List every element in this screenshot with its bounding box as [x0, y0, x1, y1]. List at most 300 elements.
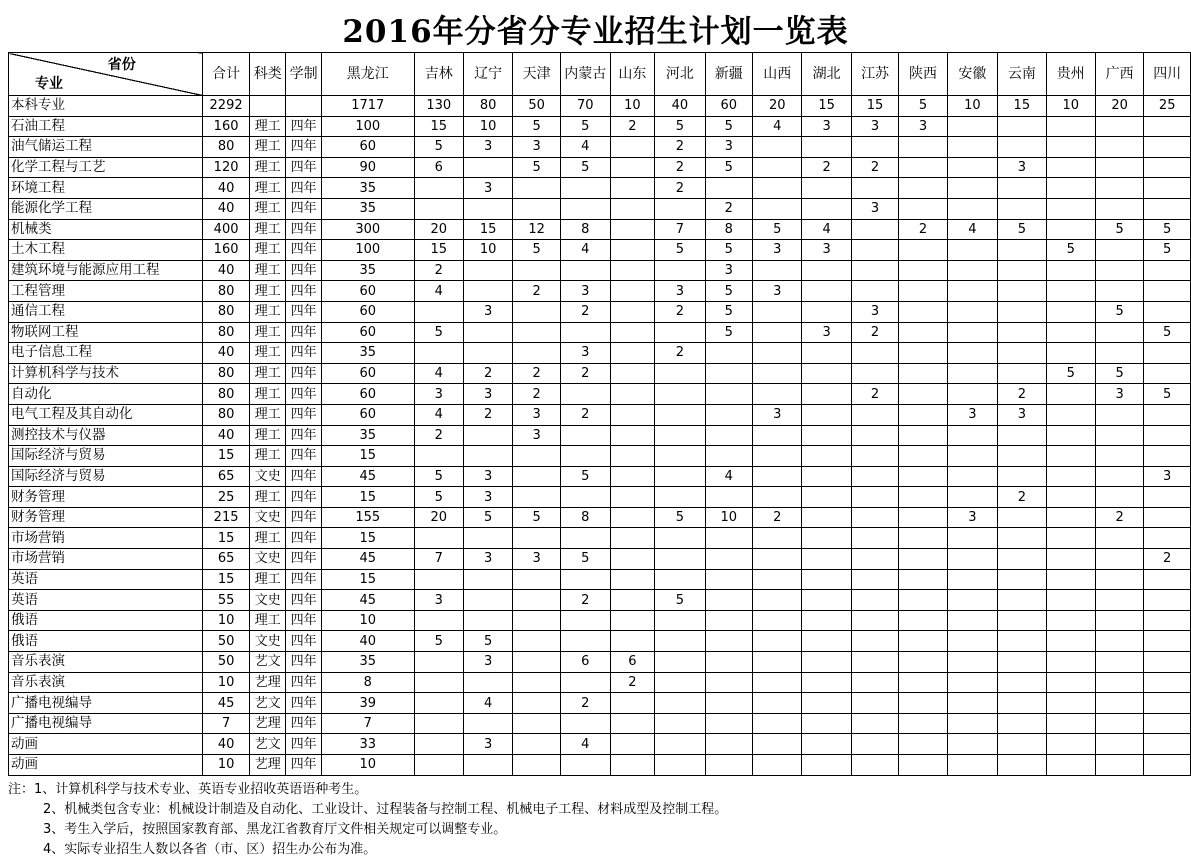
quota-cell — [998, 240, 1046, 261]
major-name-cell: 自动化 — [9, 384, 203, 405]
province-header: 江苏 — [851, 53, 898, 96]
quota-cell: 4 — [463, 693, 512, 714]
quota-cell — [1144, 610, 1191, 631]
footnote: 3、考生入学后，按照国家教育部、黑龙江省教育厅文件相关规定可以调整专业。 — [43, 822, 507, 837]
province-header: 黑龙江 — [321, 53, 414, 96]
quota-cell — [513, 652, 560, 673]
quota-cell — [655, 652, 705, 673]
quota-cell — [610, 343, 655, 364]
duration-cell: 四年 — [286, 178, 322, 199]
quota-cell — [947, 528, 997, 549]
quota-cell: 2 — [560, 404, 610, 425]
quota-cell: 5 — [560, 116, 610, 137]
quota-cell — [899, 198, 947, 219]
quota-cell — [705, 528, 752, 549]
quota-cell: 4 — [947, 219, 997, 240]
quota-cell — [802, 672, 851, 693]
duration-cell: 四年 — [286, 631, 322, 652]
quota-cell — [998, 301, 1046, 322]
quota-cell: 5 — [513, 507, 560, 528]
quota-cell: 5 — [1095, 301, 1143, 322]
quota-cell — [1046, 137, 1095, 158]
quota-cell — [513, 487, 560, 508]
quota-cell: 5 — [1095, 219, 1143, 240]
quota-cell: 15 — [802, 96, 851, 117]
major-name-cell: 环境工程 — [9, 178, 203, 199]
quota-cell — [610, 240, 655, 261]
quota-cell — [947, 157, 997, 178]
quota-cell — [802, 404, 851, 425]
quota-cell: 3 — [753, 281, 802, 302]
category-cell: 理工 — [250, 528, 286, 549]
quota-cell: 4 — [560, 734, 610, 755]
quota-cell — [610, 466, 655, 487]
quota-cell: 3 — [414, 590, 463, 611]
quota-cell — [463, 322, 512, 343]
quota-cell — [513, 631, 560, 652]
province-header: 山西 — [753, 53, 802, 96]
quota-cell — [851, 672, 898, 693]
quota-cell — [1046, 260, 1095, 281]
quota-cell — [1144, 569, 1191, 590]
quota-cell — [1046, 219, 1095, 240]
table-row — [9, 343, 1191, 364]
duration-cell: 四年 — [286, 569, 322, 590]
quota-cell: 3 — [463, 301, 512, 322]
table-row — [9, 446, 1191, 467]
quota-cell: 8 — [321, 672, 414, 693]
quota-cell — [947, 198, 997, 219]
quota-cell: 2 — [610, 672, 655, 693]
quota-cell: 80 — [463, 96, 512, 117]
major-name-cell: 财务管理 — [9, 487, 203, 508]
quota-cell — [802, 569, 851, 590]
province-header: 四川 — [1144, 53, 1191, 96]
quota-cell: 40 — [321, 631, 414, 652]
total-cell: 50 — [202, 652, 250, 673]
total-cell: 50 — [202, 631, 250, 652]
quota-cell — [705, 178, 752, 199]
quota-cell — [610, 487, 655, 508]
quota-cell: 2 — [998, 384, 1046, 405]
major-name-cell: 广播电视编导 — [9, 693, 203, 714]
quota-cell — [753, 301, 802, 322]
quota-cell — [998, 343, 1046, 364]
quota-cell — [513, 610, 560, 631]
quota-cell: 15 — [463, 219, 512, 240]
quota-cell: 5 — [560, 549, 610, 570]
quota-cell: 10 — [705, 507, 752, 528]
major-name-cell: 英语 — [9, 590, 203, 611]
quota-cell — [851, 507, 898, 528]
quota-cell: 10 — [947, 96, 997, 117]
total-cell: 80 — [202, 384, 250, 405]
quota-cell — [705, 590, 752, 611]
total-cell: 80 — [202, 404, 250, 425]
quota-cell: 3 — [560, 343, 610, 364]
major-axis-label: 专业 — [35, 76, 63, 92]
quota-cell — [560, 178, 610, 199]
quota-cell: 2 — [705, 198, 752, 219]
quota-cell: 5 — [1046, 240, 1095, 261]
quota-cell — [753, 487, 802, 508]
quota-cell — [753, 652, 802, 673]
quota-cell — [560, 198, 610, 219]
major-name-cell: 工程管理 — [9, 281, 203, 302]
quota-cell: 15 — [321, 528, 414, 549]
total-cell: 80 — [202, 322, 250, 343]
total-cell: 10 — [202, 672, 250, 693]
quota-cell — [998, 734, 1046, 755]
quota-cell — [851, 549, 898, 570]
quota-cell — [1144, 507, 1191, 528]
quota-cell — [610, 404, 655, 425]
quota-cell — [998, 507, 1046, 528]
major-name-cell: 国际经济与贸易 — [9, 466, 203, 487]
quota-cell: 20 — [753, 96, 802, 117]
quota-cell: 6 — [610, 652, 655, 673]
quota-cell — [899, 240, 947, 261]
quota-cell — [1046, 343, 1095, 364]
quota-cell — [1046, 322, 1095, 343]
quota-cell: 3 — [560, 281, 610, 302]
quota-cell — [463, 610, 512, 631]
quota-cell — [1144, 116, 1191, 137]
duration-cell: 四年 — [286, 343, 322, 364]
total-cell: 40 — [202, 425, 250, 446]
major-name-cell: 市场营销 — [9, 549, 203, 570]
quota-cell — [802, 137, 851, 158]
quota-cell — [899, 404, 947, 425]
category-cell: 文史 — [250, 507, 286, 528]
quota-cell — [1046, 569, 1095, 590]
quota-cell — [1095, 652, 1143, 673]
quota-cell: 5 — [1144, 219, 1191, 240]
table-row — [9, 734, 1191, 755]
quota-cell — [610, 528, 655, 549]
total-cell: 40 — [202, 343, 250, 364]
quota-cell — [560, 631, 610, 652]
quota-cell: 3 — [705, 260, 752, 281]
quota-cell: 10 — [321, 610, 414, 631]
quota-cell — [947, 301, 997, 322]
quota-cell — [705, 446, 752, 467]
quota-cell — [899, 178, 947, 199]
quota-cell — [998, 569, 1046, 590]
quota-cell: 90 — [321, 157, 414, 178]
quota-cell — [705, 487, 752, 508]
duration-cell: 四年 — [286, 240, 322, 261]
table-row — [9, 96, 1191, 117]
total-cell: 80 — [202, 363, 250, 384]
quota-cell: 60 — [321, 384, 414, 405]
quota-cell: 3 — [414, 384, 463, 405]
quota-cell: 10 — [1046, 96, 1095, 117]
quota-cell — [1046, 384, 1095, 405]
quota-cell — [560, 384, 610, 405]
quota-cell — [947, 549, 997, 570]
category-cell: 理工 — [250, 487, 286, 508]
duration-cell: 四年 — [286, 446, 322, 467]
major-name-cell: 计算机科学与技术 — [9, 363, 203, 384]
quota-cell — [947, 466, 997, 487]
quota-cell: 60 — [321, 281, 414, 302]
table-row — [9, 466, 1191, 487]
quota-cell: 2 — [463, 404, 512, 425]
quota-cell — [1046, 178, 1095, 199]
major-name-cell: 动画 — [9, 734, 203, 755]
table-body — [9, 96, 1191, 776]
quota-cell — [414, 198, 463, 219]
quota-cell — [1046, 734, 1095, 755]
quota-cell — [753, 693, 802, 714]
table-row — [9, 590, 1191, 611]
total-cell: 55 — [202, 590, 250, 611]
quota-cell: 5 — [463, 507, 512, 528]
quota-cell: 4 — [560, 137, 610, 158]
quota-cell — [1046, 528, 1095, 549]
quota-cell — [851, 631, 898, 652]
total-cell: 40 — [202, 260, 250, 281]
quota-cell: 2 — [753, 507, 802, 528]
total-cell: 80 — [202, 301, 250, 322]
quota-cell: 2 — [610, 116, 655, 137]
quota-cell — [947, 281, 997, 302]
quota-cell — [998, 137, 1046, 158]
quota-cell: 5 — [414, 631, 463, 652]
quota-cell — [753, 363, 802, 384]
table-row — [9, 693, 1191, 714]
total-cell: 80 — [202, 137, 250, 158]
table-row — [9, 116, 1191, 137]
quota-cell: 5 — [463, 631, 512, 652]
quota-cell: 5 — [705, 301, 752, 322]
total-cell: 40 — [202, 198, 250, 219]
quota-cell — [998, 425, 1046, 446]
quota-cell — [513, 672, 560, 693]
duration-cell: 四年 — [286, 198, 322, 219]
quota-cell: 2 — [513, 384, 560, 405]
major-name-cell: 国际经济与贸易 — [9, 446, 203, 467]
quota-cell: 8 — [560, 219, 610, 240]
quota-cell — [1144, 713, 1191, 734]
category-cell: 理工 — [250, 425, 286, 446]
duration-cell: 四年 — [286, 322, 322, 343]
quota-cell — [463, 755, 512, 776]
quota-cell — [998, 260, 1046, 281]
major-name-cell: 机械类 — [9, 219, 203, 240]
quota-cell — [899, 137, 947, 158]
quota-cell: 8 — [560, 507, 610, 528]
quota-cell — [655, 713, 705, 734]
quota-cell — [998, 652, 1046, 673]
quota-cell: 2 — [851, 157, 898, 178]
quota-cell: 45 — [321, 466, 414, 487]
quota-cell: 6 — [560, 652, 610, 673]
quota-cell: 1717 — [321, 96, 414, 117]
quota-cell: 3 — [947, 404, 997, 425]
quota-cell — [1046, 755, 1095, 776]
quota-cell: 5 — [414, 137, 463, 158]
quota-cell — [899, 384, 947, 405]
quota-cell — [947, 343, 997, 364]
quota-cell — [947, 590, 997, 611]
quota-cell — [998, 590, 1046, 611]
quota-cell — [947, 240, 997, 261]
quota-cell: 3 — [655, 281, 705, 302]
quota-cell — [414, 446, 463, 467]
quota-cell — [705, 569, 752, 590]
quota-cell — [947, 363, 997, 384]
table-row — [9, 137, 1191, 158]
quota-cell — [1144, 363, 1191, 384]
quota-cell — [463, 157, 512, 178]
quota-cell — [560, 528, 610, 549]
quota-cell: 3 — [463, 466, 512, 487]
quota-cell — [513, 755, 560, 776]
quota-cell: 3 — [463, 384, 512, 405]
quota-cell: 3 — [513, 137, 560, 158]
quota-cell — [1144, 301, 1191, 322]
quota-cell — [1144, 404, 1191, 425]
quota-cell — [610, 549, 655, 570]
category-cell: 理工 — [250, 569, 286, 590]
quota-cell — [899, 507, 947, 528]
table-row — [9, 631, 1191, 652]
quota-cell — [414, 652, 463, 673]
category-cell: 理工 — [250, 322, 286, 343]
duration-cell: 四年 — [286, 528, 322, 549]
quota-cell — [513, 713, 560, 734]
quota-cell — [705, 755, 752, 776]
table-row — [9, 507, 1191, 528]
quota-cell — [851, 610, 898, 631]
major-name-cell: 能源化学工程 — [9, 198, 203, 219]
quota-cell: 10 — [610, 96, 655, 117]
quota-cell — [851, 755, 898, 776]
category-cell: 理工 — [250, 178, 286, 199]
quota-cell — [998, 178, 1046, 199]
category-cell: 艺理 — [250, 713, 286, 734]
quota-cell — [899, 672, 947, 693]
table-row — [9, 178, 1191, 199]
quota-cell — [414, 343, 463, 364]
quota-cell — [899, 652, 947, 673]
quota-cell: 100 — [321, 240, 414, 261]
quota-cell: 7 — [321, 713, 414, 734]
quota-cell — [610, 569, 655, 590]
total-cell: 2292 — [202, 96, 250, 117]
quota-cell — [802, 301, 851, 322]
quota-cell — [947, 693, 997, 714]
quota-cell — [899, 734, 947, 755]
quota-cell: 2 — [655, 157, 705, 178]
category-cell: 文史 — [250, 549, 286, 570]
major-name-cell: 物联网工程 — [9, 322, 203, 343]
quota-cell — [851, 466, 898, 487]
table-row — [9, 713, 1191, 734]
duration-cell: 四年 — [286, 116, 322, 137]
table-row — [9, 672, 1191, 693]
quota-cell: 4 — [414, 281, 463, 302]
quota-cell — [753, 425, 802, 446]
category-cell: 理工 — [250, 240, 286, 261]
quota-cell — [513, 301, 560, 322]
total-cell: 40 — [202, 178, 250, 199]
quota-cell: 2 — [655, 343, 705, 364]
quota-cell: 60 — [321, 301, 414, 322]
quota-cell — [655, 260, 705, 281]
quota-cell: 35 — [321, 343, 414, 364]
quota-cell: 2 — [851, 322, 898, 343]
quota-cell — [1095, 446, 1143, 467]
quota-cell — [802, 755, 851, 776]
total-cell: 215 — [202, 507, 250, 528]
quota-cell — [610, 137, 655, 158]
quota-cell — [1046, 631, 1095, 652]
quota-cell — [655, 734, 705, 755]
quota-cell — [899, 528, 947, 549]
quota-cell — [1046, 404, 1095, 425]
duration-header: 学制 — [286, 53, 322, 96]
table-row — [9, 425, 1191, 446]
quota-cell — [998, 755, 1046, 776]
quota-cell: 2 — [1144, 549, 1191, 570]
quota-cell — [998, 198, 1046, 219]
quota-cell — [851, 137, 898, 158]
quota-cell — [513, 734, 560, 755]
quota-cell: 4 — [705, 466, 752, 487]
enrollment-plan-table — [8, 52, 1191, 776]
quota-cell — [947, 713, 997, 734]
quota-cell — [851, 425, 898, 446]
quota-cell — [947, 322, 997, 343]
table-row — [9, 384, 1191, 405]
province-header: 河北 — [655, 53, 705, 96]
quota-cell — [899, 713, 947, 734]
quota-cell: 5 — [414, 322, 463, 343]
quota-cell — [802, 528, 851, 549]
quota-cell — [1144, 652, 1191, 673]
quota-cell — [753, 466, 802, 487]
quota-cell — [998, 322, 1046, 343]
quota-cell — [1095, 672, 1143, 693]
quota-cell — [899, 322, 947, 343]
quota-cell: 4 — [414, 363, 463, 384]
quota-cell — [655, 693, 705, 714]
table-row — [9, 652, 1191, 673]
quota-cell: 5 — [1144, 322, 1191, 343]
header-row — [9, 53, 1191, 96]
quota-cell — [1046, 198, 1095, 219]
quota-cell — [1046, 693, 1095, 714]
quota-cell — [610, 713, 655, 734]
quota-cell: 3 — [1095, 384, 1143, 405]
quota-cell — [753, 569, 802, 590]
major-name-cell: 动画 — [9, 755, 203, 776]
quota-cell: 5 — [899, 96, 947, 117]
duration-cell: 四年 — [286, 404, 322, 425]
quota-cell — [851, 734, 898, 755]
duration-cell: 四年 — [286, 219, 322, 240]
quota-cell: 10 — [463, 240, 512, 261]
table-row — [9, 404, 1191, 425]
quota-cell — [1046, 713, 1095, 734]
quota-cell: 5 — [655, 240, 705, 261]
quota-cell: 3 — [802, 116, 851, 137]
quota-cell: 3 — [802, 322, 851, 343]
category-cell: 文史 — [250, 590, 286, 611]
